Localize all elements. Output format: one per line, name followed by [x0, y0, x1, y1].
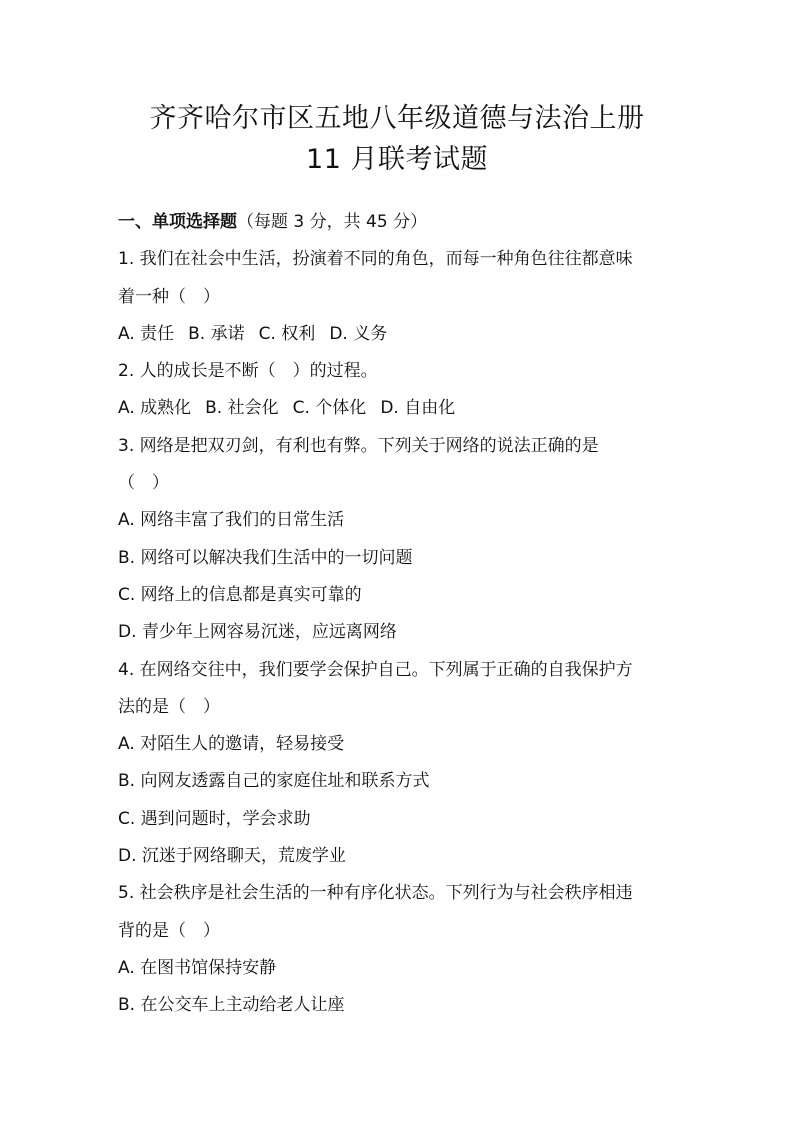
question-2: [118, 353, 678, 428]
option-b: B. 网络可以解决我们生活中的一切问题: [118, 547, 413, 568]
question-stem-line: 1. 我们在社会中生活，扮演着不同的角色，而每一种角色往往都意味: [118, 249, 633, 270]
question-stem-line: 着一种（ ）: [118, 286, 220, 307]
option-c: C. 遇到问题时，学会求助: [118, 808, 311, 829]
section-title: 一、单项选择题: [118, 212, 237, 232]
option-c: C. 个体化: [292, 398, 367, 419]
question-4: [118, 652, 678, 876]
question-stem-line: 5. 社会秩序是社会生活的一种有序化状态。下列行为与社会秩序相违: [118, 883, 633, 904]
section-heading: [118, 204, 678, 241]
question-stem-line: （ ）: [118, 473, 169, 494]
option-d: D. 沉迷于网络聊天，荒废学业: [118, 846, 346, 867]
question-stem-line: 3. 网络是把双刃剑，有利也有弊。下列关于网络的说法正确的是: [118, 435, 599, 456]
option-b: B. 向网友透露自己的家庭住址和联系方式: [118, 771, 430, 792]
question-options: [118, 390, 678, 427]
question-5: [118, 875, 678, 1024]
question-stem-line: 法的是（ ）: [118, 696, 220, 717]
section-scoring-note: （每题 3 分，共 45 分）: [237, 212, 428, 232]
document-title-line-1: 齐齐哈尔市区五地八年级道德与法治上册: [149, 103, 645, 134]
question-3: [118, 428, 678, 652]
option-b: B. 在公交车上主动给老人让座: [118, 995, 345, 1016]
question-stem-line: 背的是（ ）: [118, 920, 220, 941]
option-a: A. 成熟化: [118, 398, 192, 419]
question-stem-line: 2. 人的成长是不断（ ）的过程。: [118, 361, 378, 382]
option-a: A. 网络丰富了我们的日常生活: [118, 510, 345, 531]
option-b: B. 承诺: [188, 323, 245, 344]
option-a: A. 在图书馆保持安静: [118, 957, 277, 978]
option-a: A. 对陌生人的邀请，轻易接受: [118, 734, 345, 755]
option-c: C. 权利: [258, 323, 316, 344]
question-stem-line: 4. 在网络交往中，我们要学会保护自己。下列属于正确的自我保护方: [118, 659, 633, 680]
question-1: [118, 241, 678, 353]
question-options: [118, 316, 678, 353]
exam-content: [118, 204, 678, 1025]
document-title-line-2: 11 月联考试题: [306, 144, 488, 175]
option-d: D. 青少年上网容易沉迷，应远离网络: [118, 622, 397, 643]
option-d: D. 自由化: [380, 398, 456, 419]
option-c: C. 网络上的信息都是真实可靠的: [118, 584, 362, 605]
option-b: B. 社会化: [205, 398, 279, 419]
option-d: D. 义务: [329, 323, 388, 344]
option-a: A. 责任: [118, 323, 175, 344]
